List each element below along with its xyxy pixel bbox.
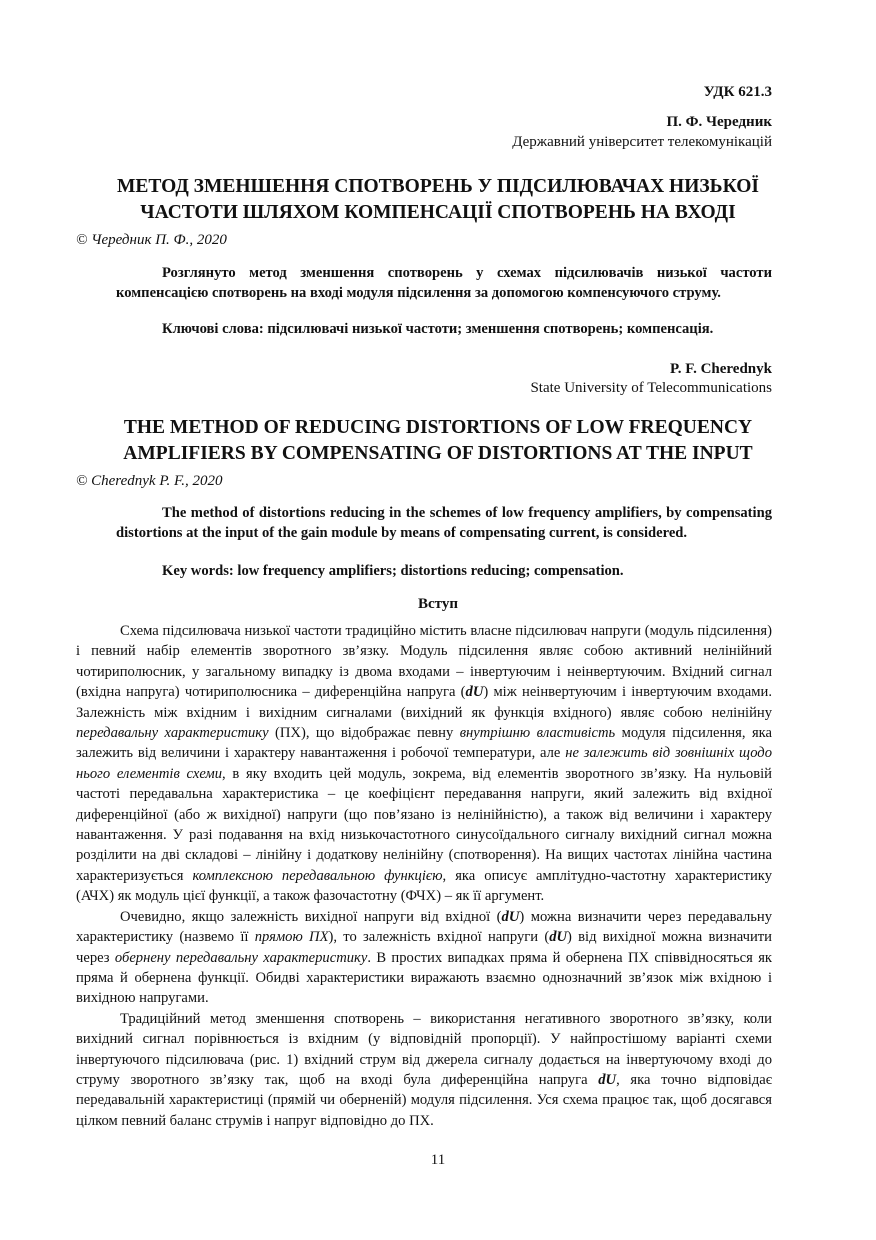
p3-c: , яка точно відповідає передавальній характеристиці (прямій чи оберненій) модуля підсилення. Уся схема працює так, щоб досягався цілком певний баланс струмів і напруг відповідно до ПХ.: [76, 1071, 772, 1129]
author-en: P. F. Cherednyk: [670, 361, 772, 377]
p1-c: ) між неінвертуючим і інвертуючим входами. Залежність між вхідним і вихідним сигналами (вихідний як функція вхідного) являє собою нелінійну: [76, 684, 772, 721]
title-en: THE METHOD OF REDUCING DISTORTIONS OF LOW FREQUENCY AMPLIFIERS BY COMPENSATING OF DISTORTIONS AT THE INPUT: [123, 417, 753, 464]
abstract-ua: [116, 263, 772, 303]
p1-a: Схема підсилювача низької частоти традиційно містить власне підсилювач напруги (модуль підсилення) і певний набір елементів зворотного зв’язку. Модуль підсилення являє собою активний нелінійний чотириполюсник, у загальному випадку із двома входами – інвертуючим і неінвертуючим. Вхідний сигнал (вхідна напруга) чотириполюсника – диференційна напруга (: [76, 623, 772, 701]
keywords-en: Key words: low frequency amplifiers; distortions reducing; compensation.: [162, 563, 624, 579]
title-ua: МЕТОД ЗМЕНШЕННЯ СПОТВОРЕНЬ У ПІДСИЛЮВАЧАХ НИЗЬКОЇ ЧАСТОТИ ШЛЯХОМ КОМПЕНСАЦІЇ СПОТВОРЕНЬ НА ВХОДІ: [117, 176, 759, 223]
paragraph-3: [76, 1009, 772, 1131]
section-title: Вступ: [418, 596, 458, 612]
abstract-en: [116, 503, 772, 543]
p1-f: внутрішню властивість: [459, 725, 616, 742]
p1-d: передавальну характеристику: [76, 725, 269, 742]
p1-h: не залежить від зовнішніх щодо нього елементів схеми: [76, 745, 772, 782]
p2-du-2: dU: [549, 929, 568, 946]
p1-j: комплексною передавальною функцією: [192, 867, 443, 884]
paragraph-1: [76, 621, 772, 907]
p1-i: , в яку входить цей модуль, зокрема, від елементів зворотного зв’язку. На нульовій частоті передавальна характеристика – це коефіцієнт передавання напруги, який залежить від вхідної диференційної (або ж вихідної) напруги (що пов’язано із нелінійністю), а також від величини і характеру навантаження. У разі подавання на вхід низькочастотного синусоїдального сигналу вихідний сигнал можна розділити на дві складові – лінійну і додаткову нелінійну (спотворення). На вищих частотах лінійна частина характеризується: [76, 765, 772, 884]
p2-g: ) від вихідної можна визначити через: [76, 929, 772, 966]
p2-a: Очевидно, якщо залежність вихідної напруги від вхідної (: [120, 908, 502, 925]
p1-g: модуля підсилення, яка залежить від величини і характеру навантаження і робочої температури, але: [76, 725, 773, 762]
copyright-ua: © Чередник П. Ф., 2020: [76, 232, 227, 248]
p1-e: (ПХ), що відображає певну: [268, 725, 460, 742]
p2-i: . В простих випадках пряма й обернена ПХ співвідносяться як пряма й обернена функції. Обидві характеристики виражають взаємно однозначний зв’язок між вхідною і вихідною напругами.: [76, 949, 773, 1007]
keywords-ua: Ключові слова: підсилювачі низької частоти; зменшення спотворень; компенсація.: [162, 321, 714, 337]
p2-h: обернену передавальну характеристику: [114, 949, 368, 966]
p2-d: прямою ПХ: [254, 929, 329, 946]
udk-code: УДК 621.3: [703, 84, 772, 100]
body-text: [76, 621, 772, 1131]
p1-k: , яка описує амплітудно-частотну характеристику (АЧХ) як модуль цієї функції, а також фазочастотну (ФЧХ) – як її аргумент.: [76, 867, 772, 905]
paragraph-2: [76, 907, 772, 1009]
p3-du: dU: [598, 1071, 617, 1088]
p2-e: ), то залежність вхідної напруги (: [328, 929, 550, 946]
page-number: 11: [430, 1152, 446, 1168]
p2-du-1: dU: [501, 908, 520, 925]
p2-c: ) можна визначити через передавальну характеристику (назвемо її: [76, 908, 772, 946]
copyright-en: © Cherednyk P. F., 2020: [76, 473, 223, 489]
p3-a: Традиційний метод зменшення спотворень – використання негативного зворотного зв’язку, коли вихідний сигнал порівнюється із вхідним (у відповідній пропорції). У найпростішому варіанті схеми інвертуючого підсилювача (рис. 1) вхідний струм від джерела сигналу додається на інвертуючому вході до струму зворотного зв’язку так, щоб на вході була диференційна напруга: [76, 1010, 772, 1088]
abstract-en-text: The method of distortions reducing in the schemes of low frequency amplifiers, by compensating distortions at the input of the gain module by means of compensating current, is considered.: [116, 505, 772, 541]
p1-du: dU: [465, 684, 484, 701]
affiliation-ua: Державний університет телекомунікацій: [512, 134, 772, 150]
author-ua: П. Ф. Чередник: [666, 114, 772, 130]
abstract-ua-text: Розглянуто метод зменшення спотворень у схемах підсилювачів низької частоти компенсацією спотворень на вході модуля підсилення за допомогою компенсуючого струму.: [116, 265, 772, 301]
affiliation-en: State University of Telecommunications: [530, 380, 772, 396]
